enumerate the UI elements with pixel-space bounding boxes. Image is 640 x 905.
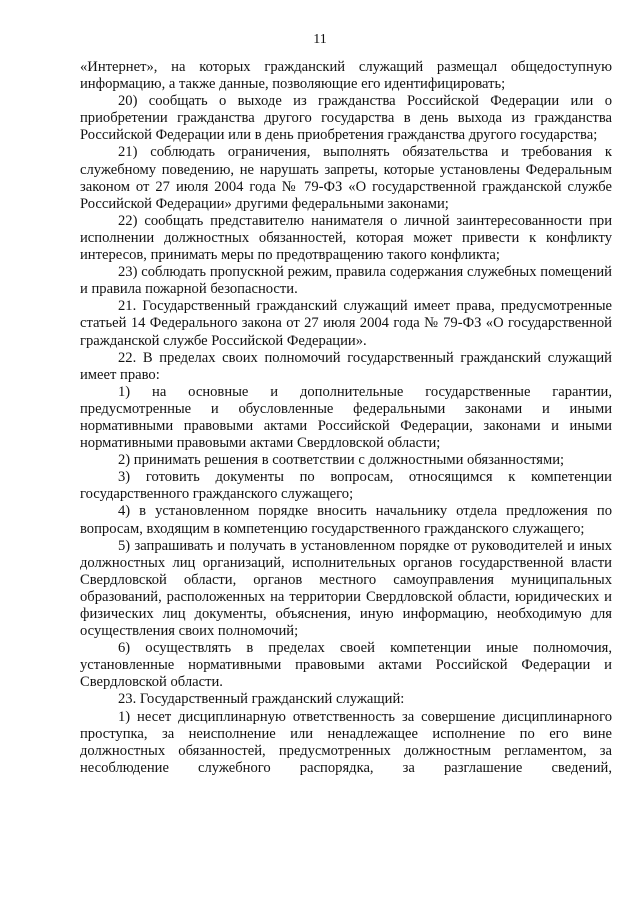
paragraph: 23. Государственный гражданский служащий:	[118, 691, 405, 708]
paragraph: 2) принимать решения в соответствии с должностными обязанностями;	[118, 452, 565, 469]
paragraph: 4) в установленном порядке вносить начальнику отдела предложения по вопросам, входящим в компетенцию государственного гражданского служащего;	[80, 503, 612, 537]
paragraph: 22. В пределах своих полномочий государственный гражданский служащий имеет право:	[80, 349, 612, 383]
paragraph: 1) несет дисциплинарную ответственность за совершение дисциплинарного проступка, за неисполнение или ненадлежащее исполнение по его вине должностных обязанностей, предусмотренных должностным регламентом, за несоблюдение служебного распорядка, за разглашение сведений,	[80, 708, 612, 776]
paragraph: 23) соблюдать пропускной режим, правила содержания служебных помещений и правила пожарной безопасности.	[80, 264, 612, 298]
paragraph: 21) соблюдать ограничения, выполнять обязательства и требования к служебному поведению, не нарушать запреты, которые установлены Федеральным законом от 27 июля 2004 года № 79-ФЗ «О государственной гражданской службе Российской Федерации» другими федеральными законами;	[80, 144, 612, 212]
document-body	[80, 59, 612, 777]
paragraph: 22) сообщать представителю нанимателя о личной заинтересованности при исполнении должностных обязанностей, которая может привести к конфликту интересов, принимать меры по предотвращению такого конфликта;	[80, 212, 612, 264]
paragraph: 1) на основные и дополнительные государственные гарантии, предусмотренные и обусловленные федеральными законами и иными нормативными правовыми актами Российской Федерации, законами и иными нормативными правовыми актами Свердловской области;	[80, 383, 612, 452]
paragraph: 20) сообщать о выходе из гражданства Российской Федерации или о приобретении гражданства другого государства в день выхода из гражданства Российской Федерации или в день приобретения гражданства другого государства;	[80, 93, 612, 144]
paragraph: 3) готовить документы по вопросам, относящимся к компетенции государственного гражданского служащего;	[80, 469, 612, 503]
paragraph: 6) осуществлять в пределах своей компетенции иные полномочия, установленные нормативными правовыми актами Российской Федерации и Свердловской области.	[80, 640, 612, 691]
paragraph: 21. Государственный гражданский служащий имеет права, предусмотренные статьей 14 Федерального закона от 27 июля 2004 года № 79-ФЗ «О государственной гражданской службе Российской Федерации».	[80, 298, 612, 349]
paragraph: «Интернет», на которых гражданский служащий размещал общедоступную информацию, а также данные, позволяющие его идентифицировать;	[80, 59, 612, 93]
paragraph: 5) запрашивать и получать в установленном порядке от руководителей и иных должностных лиц организаций, исполнительных органов государственной власти Свердловской области, органов местного самоуправления муниципальных образований, расположенных на территории Свердловской области, юридических и физических лиц документы, объяснения, иную информацию, необходимую для осуществления своих полномочий;	[80, 537, 612, 640]
page-number: 11	[313, 32, 327, 47]
